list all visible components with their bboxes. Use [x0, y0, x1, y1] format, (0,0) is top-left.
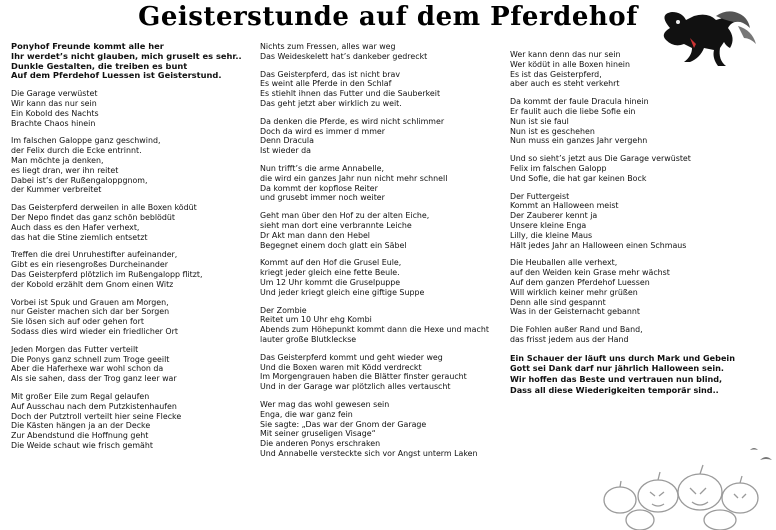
- stanza: [11, 136, 243, 195]
- stanza: [11, 89, 243, 128]
- poem-column-1: [11, 42, 243, 459]
- poem-line: Ihr werdet’s nicht glauben, mich gruselt es sehr..: [11, 50, 242, 61]
- stanza: [260, 164, 496, 203]
- stanza: [11, 42, 243, 81]
- stanza: [11, 392, 243, 451]
- poem-line: Auf dem Pferdehof Luessen ist Geisterstund.: [11, 70, 222, 81]
- poem-line: Gott sei Dank darf nur jährlich Halloween sein.: [510, 363, 724, 374]
- poem-line: aber auch es steht verkehrt: [510, 79, 620, 89]
- poem-line: Was in der Geisternacht gebannt: [510, 307, 640, 317]
- poem-line: der Felix durch die Ecke entrinnt.: [11, 146, 142, 156]
- poem-line: Gibt es ein riesengroßes Durcheinander: [11, 260, 169, 270]
- poem-line: Jeden Morgen das Futter verteilt: [11, 344, 139, 354]
- poem-line: Das Geisterpferd derweilen in alle Boxen ködüt: [11, 203, 197, 213]
- poem-line: Nun ist sie faul: [510, 116, 569, 126]
- poem-line: Im Morgengrauen haben die Blätter finster geraucht: [260, 372, 467, 382]
- stanza: [11, 345, 243, 384]
- poem-line: Treffen die drei Unruhestifter aufeinander,: [11, 250, 178, 260]
- poem-line: Sodass dies wird wieder ein friedlicher Ort: [11, 326, 178, 336]
- poem-line: Die Ponys ganz schnell zum Troge geeilt: [11, 354, 170, 364]
- poem-line: Die Weide schaut wie frisch gemäht: [11, 440, 153, 450]
- poem-line: Es stiehlt ihnen das Futter und die Sauberkeit: [260, 89, 441, 99]
- poem-line: Geht man über den Hof zu der alten Eiche,: [260, 211, 430, 221]
- poem-line: kriegt jeder gleich eine fette Beule.: [260, 268, 400, 278]
- poem-line: Auf Ausschau nach dem Putzkistenhaufen: [11, 401, 177, 411]
- poem-line: Ponyhof Freunde kommt alle her: [11, 41, 164, 51]
- poem-line: Der Zauberer kennt ja: [510, 211, 598, 221]
- poem-line: Mit seiner gruseligen Visage“: [260, 429, 376, 439]
- poem-line: Doch der Putztroll verteilt hier seine Flecke: [11, 411, 182, 421]
- stanza: [510, 50, 710, 89]
- page-title: Geisterstunde auf dem Pferdehof: [138, 2, 638, 32]
- stanza: [260, 353, 496, 392]
- poem-line: Das Geisterpferd plötzlich im Rußengalopp flitzt,: [11, 269, 203, 279]
- stanza: [11, 203, 243, 242]
- poem-line: Es weint alle Pferde in den Schlaf: [260, 79, 392, 89]
- poem-line: Und jeder kriegt gleich eine giftige Suppe: [260, 287, 425, 297]
- poem-line: Wer kann denn das nur sein: [510, 50, 621, 59]
- stanza: [510, 192, 710, 251]
- poem-line: Man möchte ja denken,: [11, 155, 104, 165]
- poem-line: Dabei ist’s der Rußengaloppgnom,: [11, 175, 148, 185]
- poem-line: Vorbei ist Spuk und Grauen am Morgen,: [11, 297, 169, 307]
- poem-line: Der Futtergeist: [510, 191, 570, 201]
- stanza: [11, 250, 243, 289]
- poem-line: Er faulit auch die liebe Sofie ein: [510, 106, 636, 116]
- poem-line: Lilly, die kleine Maus: [510, 230, 593, 240]
- poem-line: Da kommt der faule Dracula hinein: [510, 97, 649, 107]
- stanza: [510, 325, 710, 345]
- poem-line: Wer mag das wohl gewesen sein: [260, 399, 390, 409]
- poem-line: Die Fohlen außer Rand und Band,: [510, 325, 643, 335]
- poem-line: Wer ködüt in alle Boxen hinein: [510, 59, 630, 69]
- poem-line: Auch dass es den Hafer verhext,: [11, 222, 140, 232]
- stanza: [510, 97, 710, 146]
- poem-line: Dr Akt man dann den Hebel: [260, 230, 370, 240]
- poem-line: Die anderen Ponys erschraken: [260, 439, 381, 449]
- poem-line: Dass all diese Wiederigkeiten temporär sind..: [510, 384, 719, 395]
- stanza: [510, 258, 710, 317]
- stanza: [11, 298, 243, 337]
- poem-line: nur Geister machen sich dar ber Sorgen: [11, 307, 170, 317]
- poem-line: Und Annabelle versteckte sich vor Angst unterm Laken: [260, 448, 478, 458]
- poem-line: Sie lösen sich auf oder gehen fort: [11, 317, 144, 327]
- stanza: [260, 306, 496, 345]
- poem-line: Begegnet einem doch glatt ein Säbel: [260, 240, 407, 250]
- pumpkins-icon: [600, 430, 776, 530]
- stanza: [260, 117, 496, 156]
- poem-line: Kommt an Halloween meist: [510, 201, 619, 211]
- poem-line: Da denken die Pferde, es wird nicht schlimmer: [260, 116, 445, 126]
- poem-line: Da kommt der kopflose Reiter: [260, 183, 378, 193]
- poem-line: Zur Abendstund die Hoffnung geht: [11, 431, 149, 441]
- poem-line: Denn alle sind gespannt: [510, 297, 606, 307]
- poem-line: Nun muss ein ganzes Jahr vergehn: [510, 136, 648, 146]
- poem-column-2: [260, 42, 496, 467]
- poem-line: Und Sofie, die hat gar keinen Bock: [510, 173, 647, 183]
- poem-line: Denn Dracula: [260, 136, 314, 146]
- poem-line: die wird ein ganzes Jahr nun nicht mehr schnell: [260, 173, 448, 183]
- poem-line: Das Geisterpferd, das ist nicht brav: [260, 69, 401, 79]
- poem-line: das frisst jedem aus der Hand: [510, 334, 629, 344]
- stanza: [510, 352, 735, 395]
- poem-line: Nun trifft’s die arme Annabelle,: [260, 163, 384, 173]
- stanza: [260, 211, 496, 250]
- poem-line: Und die Boxen waren mit Ködd verdreckt: [260, 362, 422, 372]
- poem-line: das hat die Stine ziemlich entsetzt: [11, 232, 148, 242]
- poem-line: Nun ist es geschehen: [510, 126, 595, 136]
- poem-line: Das geht jetzt aber wirklich zu weit.: [260, 98, 402, 108]
- poem-line: Es ist das Geisterpferd,: [510, 69, 602, 79]
- poem-line: Sie sagte: „Das war der Gnom der Garage: [260, 419, 427, 429]
- poem-line: Felix im falschen Galopp: [510, 163, 607, 173]
- poem-line: Der Nepo findet das ganz schön beblödüt: [11, 212, 175, 222]
- poem-line: Die Garage verwüstet: [11, 89, 98, 99]
- poem-line: Die Kästen hängen ja an der Decke: [11, 421, 151, 431]
- stanza: [260, 70, 496, 109]
- stanza: [510, 154, 710, 183]
- poem-line: Wir kann das nur sein: [11, 98, 97, 108]
- poem-line: Der Zombie: [260, 305, 307, 315]
- poem-line: Und so sieht’s jetzt aus Die Garage verwüstet: [510, 154, 691, 164]
- poem-line: Doch da wird es immer d mmer: [260, 126, 386, 136]
- poem-line: Reitet um 10 Uhr ehg Kombi: [260, 315, 372, 325]
- poem-line: Mit großer Eile zum Regal gelaufen: [11, 391, 150, 401]
- poem-line: Das Weideskelett hat’s dankeber gedreckt: [260, 51, 428, 61]
- poem-line: Aber die Haferhexe war wohl schon da: [11, 364, 164, 374]
- poem-line: Ein Kobold des Nachts: [11, 108, 99, 118]
- poem-line: Wir hoffen das Beste und vertrauen nun blind,: [510, 373, 723, 384]
- stanza: [260, 42, 496, 62]
- poem-line: Dunkle Gestalten, die treiben es bunt: [11, 60, 188, 71]
- poem-line: auf den Weiden kein Grase mehr wächst: [510, 268, 670, 278]
- poem-line: es liegt dran, wer ihn reitet: [11, 165, 119, 175]
- stanza: [260, 258, 496, 297]
- poem-line: Und in der Garage war plötzlich alles vertauscht: [260, 382, 451, 392]
- poem-line: sieht man dort eine verbrannte Leiche: [260, 220, 412, 230]
- poem-line: Enga, die war ganz fein: [260, 409, 353, 419]
- poem-line: Unsere kleine Enga: [510, 220, 587, 230]
- poem-line: und grusebt immer noch weiter: [260, 193, 385, 203]
- poem-line: Abends zum Höhepunkt kommt dann die Hexe und macht: [260, 325, 489, 335]
- poem-line: lauter große Blutkleckse: [260, 334, 357, 344]
- poem-line: Kommt auf den Hof die Grusel Eule,: [260, 258, 402, 268]
- poem-line: Im falschen Galoppe ganz geschwind,: [11, 136, 161, 146]
- poem-line: Will wirklich keiner mehr grüßen: [510, 287, 638, 297]
- poem-line: Ein Schauer der läuft uns durch Mark und Gebein: [510, 352, 735, 363]
- poem-column-3: [510, 50, 735, 403]
- poem-line: Das Geisterpferd kommt und geht wieder weg: [260, 352, 443, 362]
- poem-line: der Kummer verbreitet: [11, 185, 102, 195]
- poem-line: Als sie sahen, dass der Trog ganz leer war: [11, 374, 177, 384]
- poem-line: Nichts zum Fressen, alles war weg: [260, 42, 396, 51]
- poem-line: Die Heuballen alle verhext,: [510, 258, 618, 268]
- poem-line: Um 12 Uhr kommt die Gruselpuppe: [260, 277, 401, 287]
- stanza: [260, 400, 496, 459]
- poem-line: Brachte Chaos hinein: [11, 118, 96, 128]
- poem-line: Ist wieder da: [260, 146, 312, 156]
- poem-line: Auf dem ganzen Pferdehof Luessen: [510, 277, 650, 287]
- poem-line: der Kobold erzählt dem Gnom einen Witz: [11, 279, 174, 289]
- poem-line: Hält jedes Jahr an Halloween einen Schmaus: [510, 240, 687, 250]
